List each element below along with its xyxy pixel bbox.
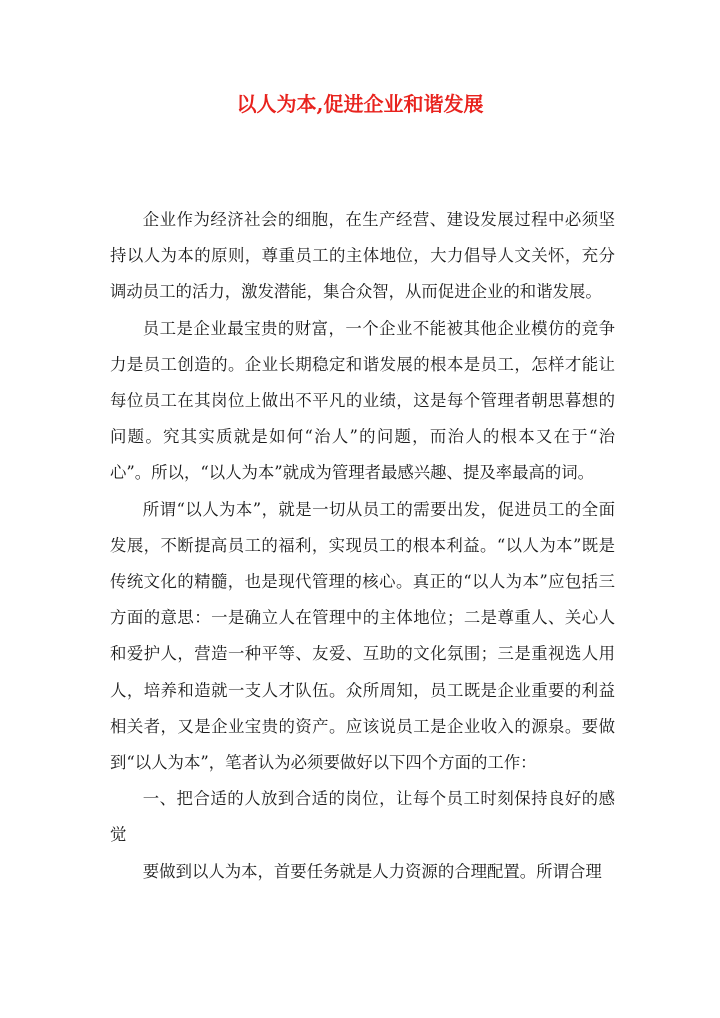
document-title: 以人为本,促进企业和谐发展 [236,92,484,116]
paragraph-4: 要做到以人为本，首要任务就是人力资源的合理配置。所谓合理 [142,861,602,881]
paragraph-1: 企业作为经济社会的细胞，在生产经营、建设发展过程中必须坚持以人为本的原则，尊重员工的主体地位，大力倡导人文关怀，充分调动员工的活力，激发潜能，集合众智，从而促进企业的和谐发展。 [110,210,615,302]
paragraph-2: 员工是企业最宝贵的财富，一个企业不能被其他企业模仿的竞争力是员工创造的。企业长期稳定和谐发展的根本是员工，怎样才能让每位员工在其岗位上做出不平凡的业绩，这是每个管理者朝思暮想的问题。究其实质就是如何“治人”的问题，而治人的根本又在于“治心”。所以，“以人为本”就成为管理者最感兴趣、提及率最高的词。 [110,318,615,483]
paragraph-3: 所谓“以人为本”，就是一切从员工的需要出发，促进员工的全面发展，不断提高员工的福利，实现员工的根本利益。“以人为本”既是传统文化的精髓，也是现代管理的核心。真正的“以人为本”应包括三方面的意思：一是确立人在管理中的主体地位；二是尊重人、关心人和爱护人，营造一种平等、友爱、互助的文化氛围；三是重视选人用人，培养和造就一支人才队伍。众所周知，员工既是企业重要的利益相关者，又是企业宝贵的资产。应该说员工是企业收入的源泉。要做到“以人为本”，笔者认为必须要做好以下四个方面的工作： [110,499,615,773]
section-heading-1: 一、把合适的人放到合适的岗位，让每个员工时刻保持良好的感觉 [110,789,615,845]
document-body [110,202,615,890]
